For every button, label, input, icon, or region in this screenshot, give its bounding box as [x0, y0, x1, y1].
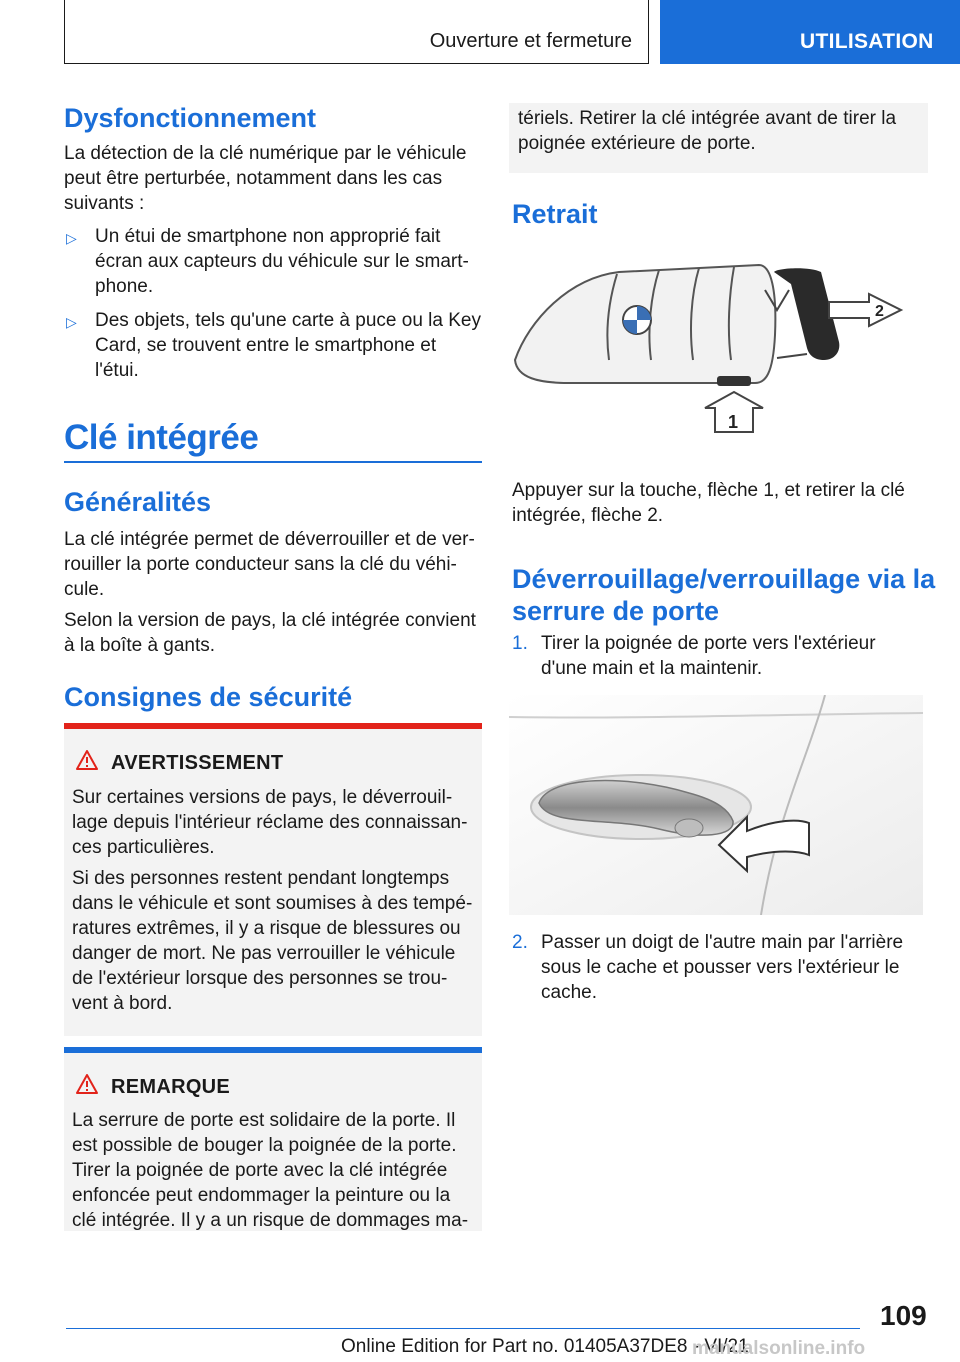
warning-bar: [64, 723, 482, 729]
generalites-p1: La clé intégrée permet de déverrouiller et de ver‐ rouiller la porte conducteur sans la clé du véhi‐ cule.: [64, 529, 475, 600]
caution-triangle-icon: [75, 1073, 99, 1100]
watermark: manualsonline.info: [692, 1338, 866, 1359]
heading-rule: [64, 461, 482, 463]
generalites-p2: Selon la version de pays, la clé intégrée convient à la boîte à gants.: [64, 610, 476, 656]
header-section-title: Ouverture et fermeture: [429, 30, 632, 52]
note-continuation: tériels. Retirer la clé intégrée avant de tirer la poignée extérieure de porte.: [518, 108, 897, 154]
dysfonctionnement-intro: La détection de la clé numérique par le véhicule peut être perturbée, notamment dans les cas suivants :: [64, 143, 467, 214]
warning-p1: Sur certaines versions de pays, le déverrouil‐ lage depuis l'intérieur réclame des connaissan‐ ces particulières.: [72, 787, 468, 858]
warning-title: AVERTISSEMENT: [111, 752, 284, 774]
list-item: Un étui de smartphone non approprié fait écran aux capteurs du véhicule sur le smart‐ phone.: [95, 226, 469, 297]
page-number: 109: [880, 1300, 927, 1331]
header-box: [64, 0, 649, 64]
warning-p2: Si des personnes restent pendant longtemps dans le véhicule et sont soumises à des tempé‐ ratures extrêmes, il y a risque de blessures ou danger de mort. Ne pas verrouiller le véhicule de l'extérieur lorsque des personnes se trou‐ vent à bord.: [72, 868, 473, 1014]
note-title: REMARQUE: [111, 1076, 231, 1098]
heading-deverrouillage: Déverrouillage/verrouillage via la serrure de porte: [512, 564, 936, 626]
key-removal-illustration: [509, 250, 929, 450]
heading-dysfonctionnement: Dysfonctionnement: [64, 103, 317, 133]
retrait-caption: Appuyer sur la touche, flèche 1, et retirer la clé intégrée, flèche 2.: [512, 480, 905, 526]
heading-retrait: Retrait: [512, 199, 598, 229]
list-item: Des objets, tels qu'une carte à puce ou la Key Card, se trouvent entre le smartphone et l'étui.: [95, 310, 481, 381]
heading-cle-integree: Clé intégrée: [64, 418, 259, 457]
heading-generalites: Généralités: [64, 487, 212, 517]
step-number: 1.: [512, 633, 528, 654]
header-tab-label: UTILISATION: [800, 30, 934, 53]
note-bar: [64, 1047, 482, 1053]
step-number: 2.: [512, 932, 528, 953]
footer-rule: [66, 1328, 860, 1329]
door-handle-photo: [509, 695, 923, 915]
arrow-2-label: 2: [875, 303, 884, 320]
bullet-icon: ▷: [66, 230, 77, 246]
note-p1: La serrure de porte est solidaire de la porte. Il est possible de bouger la poignée de la porte. Tirer la poignée de porte avec la clé intégrée enfoncée peut endommager la peinture ou la clé intégrée. Il y a un risque de dommages ma‐: [72, 1110, 469, 1231]
header-tab: [660, 0, 960, 64]
footer-edition: Online Edition for Part no. 01405A37DE8 - VI/21: [341, 1336, 749, 1357]
bullet-icon: ▷: [66, 314, 77, 330]
warning-triangle-icon: [75, 749, 99, 776]
heading-consignes: Consignes de sécurité: [64, 682, 353, 712]
step-1-text: Tirer la poignée de porte vers l'extérieur d'une main et la maintenir.: [541, 633, 876, 679]
arrow-1-label: 1: [728, 412, 739, 432]
step-2-text: Passer un doigt de l'autre main par l'arrière sous le cache et pousser vers l'extérieur le cache.: [541, 932, 904, 1003]
